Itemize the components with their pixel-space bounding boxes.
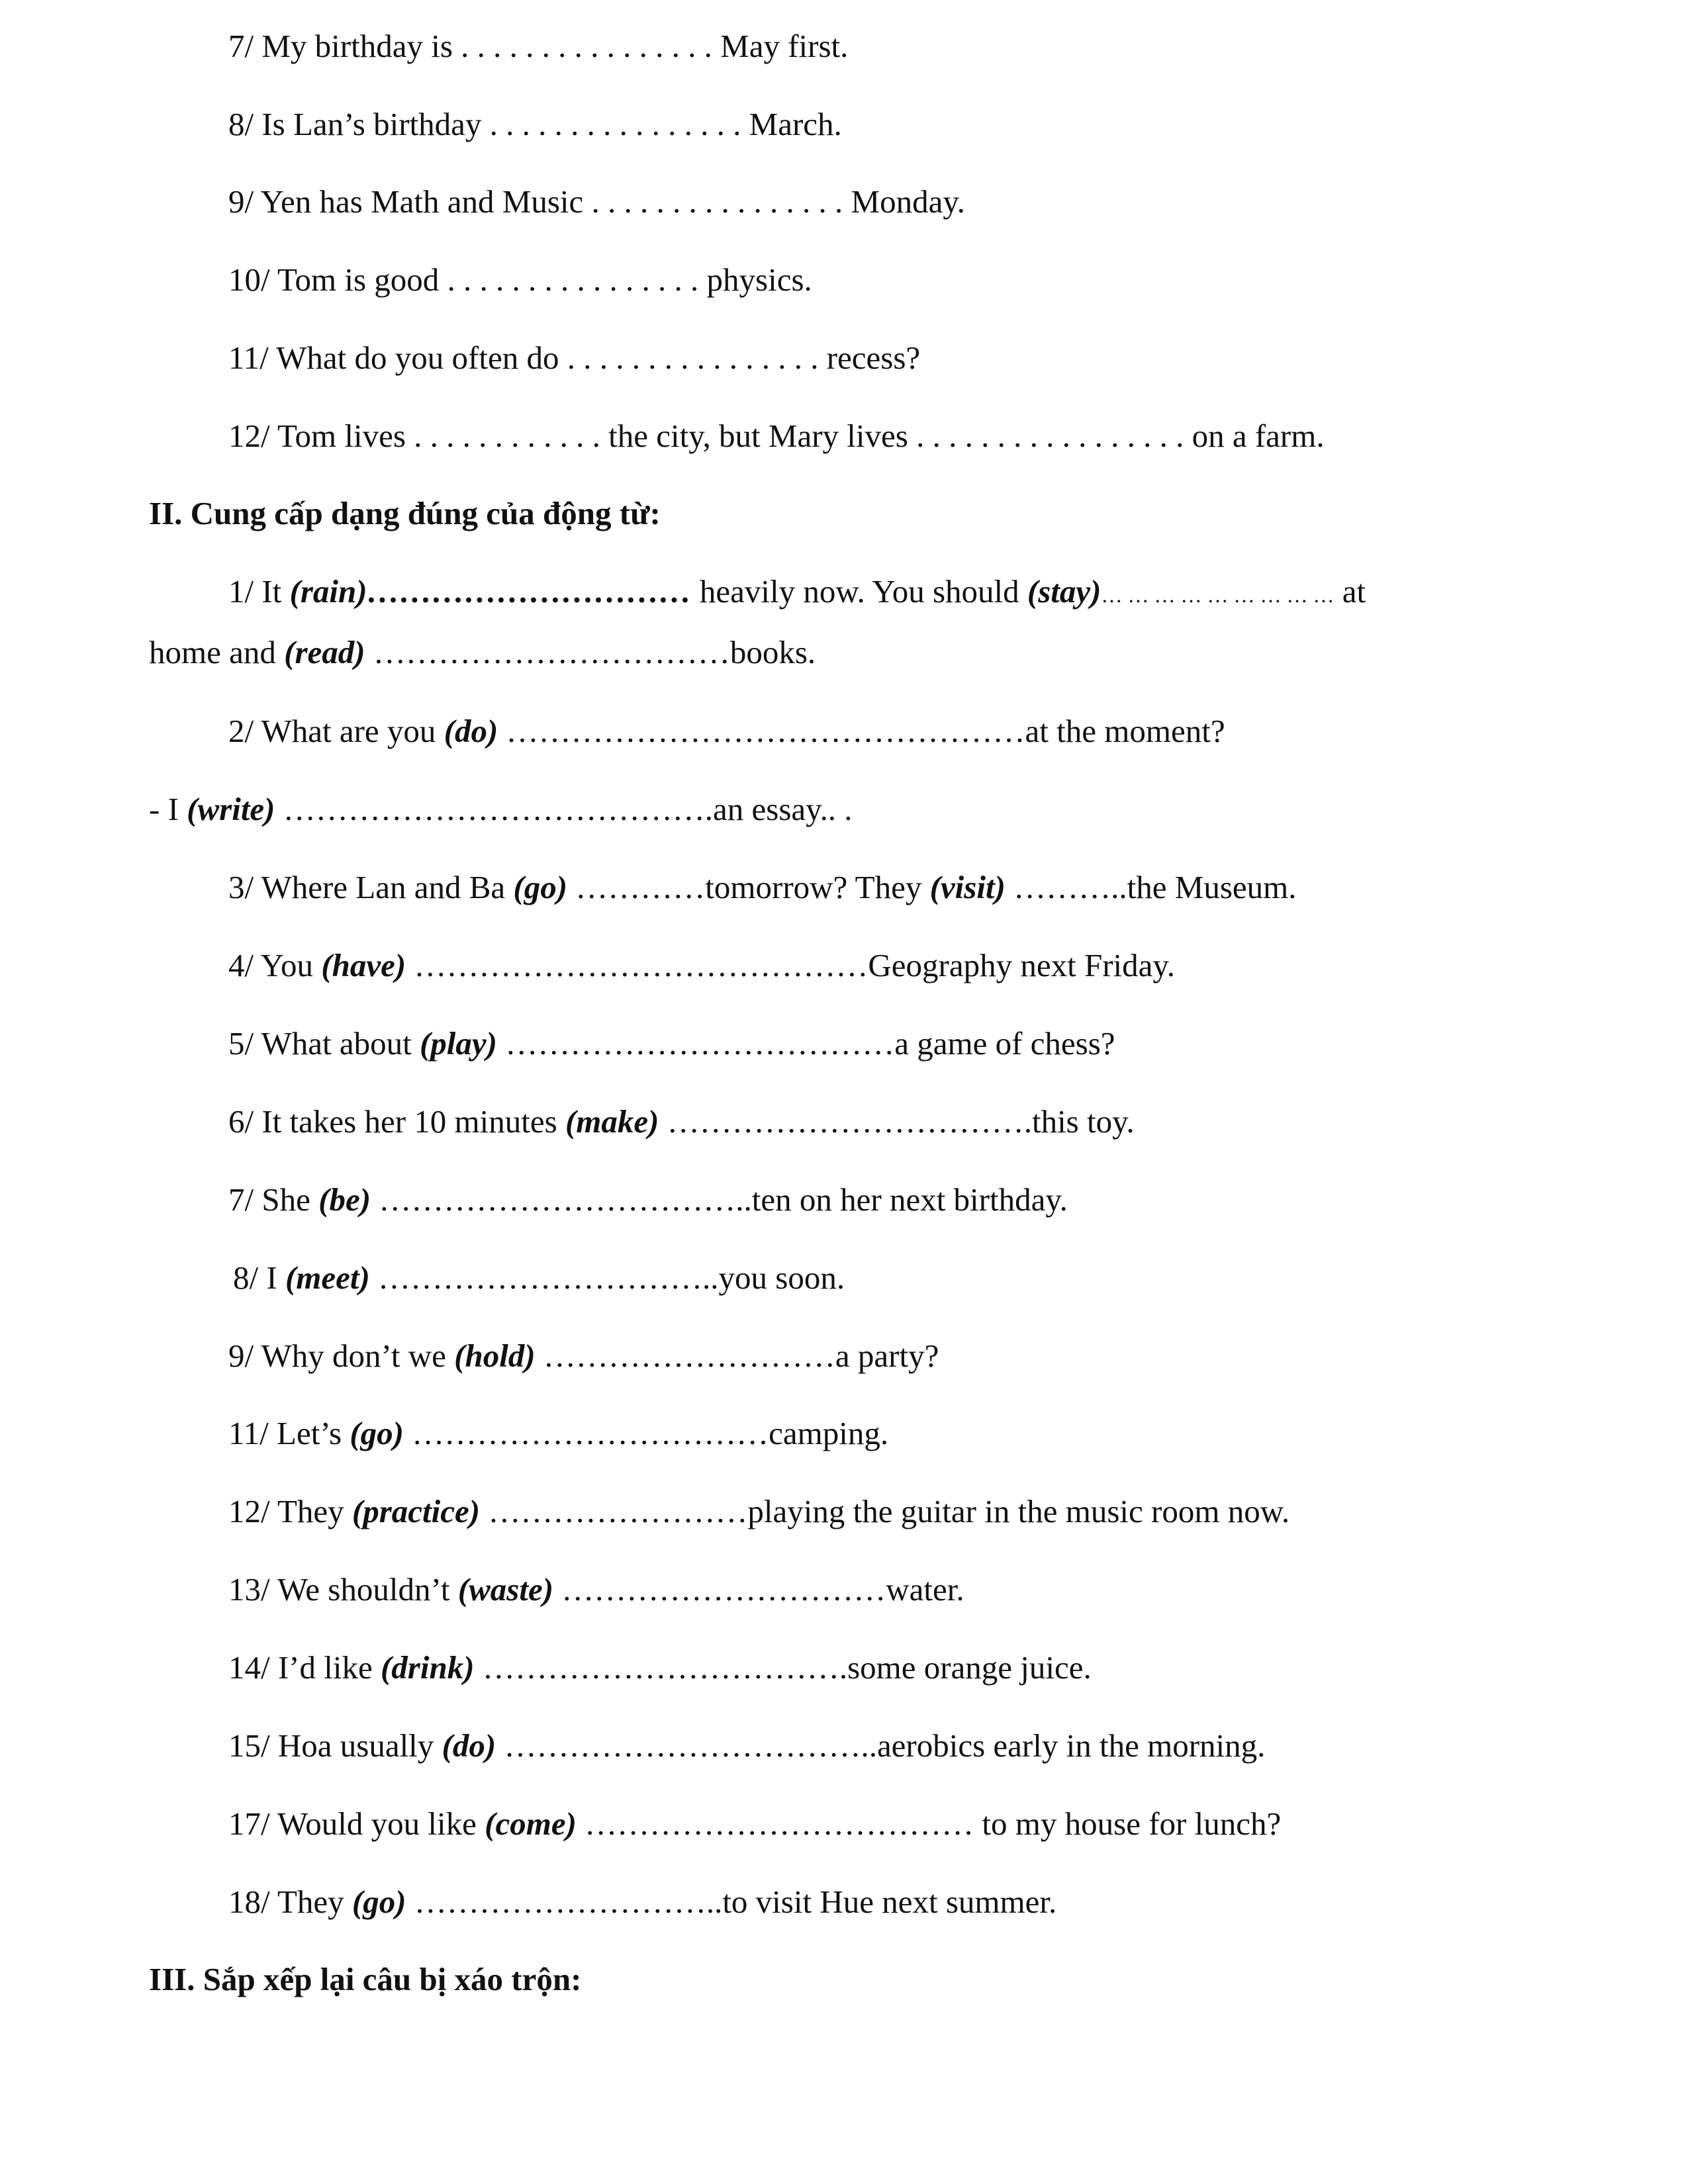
item-text: 5/ What about xyxy=(228,1025,420,1062)
item-text: …………tomorrow? They xyxy=(567,869,930,905)
verb-item-9 xyxy=(228,1336,939,1376)
item-text: home and xyxy=(149,634,285,670)
verb-cue: (make) xyxy=(565,1103,659,1140)
item-text: 14/ I’d like xyxy=(228,1649,381,1686)
item-text: ………………………a party? xyxy=(535,1338,939,1374)
preposition-item-8: 8/ Is Lan’s birthday . . . . . . . . . . . . . . . . March. xyxy=(228,106,842,142)
verb-cue: (go) xyxy=(350,1415,404,1451)
item-text: 8/ I xyxy=(233,1259,285,1296)
item-text: ……………………playing the guitar in the music room now. xyxy=(480,1493,1290,1529)
item-text: 18/ They xyxy=(228,1884,352,1920)
item-text: ……………………………… to my house for lunch? xyxy=(576,1805,1282,1842)
verb-cue: (stay) xyxy=(1027,573,1102,610)
verb-cue: (go) xyxy=(352,1884,406,1920)
verb-item-6 xyxy=(228,1102,1135,1142)
section-2-heading: II. Cung cấp dạng đúng của động từ: xyxy=(149,495,661,531)
verb-item-17 xyxy=(228,1804,1281,1844)
verb-item-8 xyxy=(233,1258,845,1298)
verb-item-2-answer xyxy=(149,790,852,829)
item-text: ……………………………..ten on her next birthday. xyxy=(371,1181,1068,1218)
item-text: ………………………………….an essay.. . xyxy=(275,791,853,827)
verb-item-18 xyxy=(228,1882,1056,1922)
verb-item-7 xyxy=(228,1180,1068,1220)
item-text: 2/ What are you xyxy=(228,713,444,749)
item-text: ………………………………a game of chess? xyxy=(496,1025,1115,1062)
preposition-item-9: 9/ Yen has Math and Music . . . . . . . . . . . . . . . . Monday. xyxy=(228,183,965,220)
blank-dots: ………………………… xyxy=(367,573,692,610)
item-text: ……………………………books. xyxy=(365,634,816,670)
item-text: …………………………..you soon. xyxy=(369,1259,845,1296)
item-text: 17/ Would you like xyxy=(228,1805,485,1842)
verb-cue: (be) xyxy=(318,1181,371,1218)
item-text: ……………………………..aerobics early in the morning. xyxy=(496,1727,1266,1764)
item-text: 7/ She xyxy=(228,1181,319,1218)
item-text: 9/ Why don’t we xyxy=(228,1338,455,1374)
item-text: 11/ Let’s xyxy=(228,1415,350,1451)
verb-item-15 xyxy=(228,1726,1265,1766)
item-text: 4/ You xyxy=(228,947,322,983)
verb-item-13 xyxy=(228,1570,964,1610)
verb-cue: (meet) xyxy=(285,1259,370,1296)
item-text: …………………………………………at the moment? xyxy=(498,713,1225,749)
item-text: 13/ We shouldn’t xyxy=(228,1571,458,1608)
verb-cue: (do) xyxy=(444,713,498,749)
item-text: ………………………..to visit Hue next summer. xyxy=(406,1884,1057,1920)
verb-cue: (drink) xyxy=(380,1649,475,1686)
verb-cue: (have) xyxy=(321,947,406,983)
verb-item-3 xyxy=(228,868,1297,907)
item-text: at xyxy=(1334,573,1366,610)
item-text: ……………………………camping. xyxy=(403,1415,889,1451)
preposition-item-11: 11/ What do you often do . . . . . . . . . . . . . . . . recess? xyxy=(228,340,921,376)
verb-item-2 xyxy=(228,711,1225,751)
verb-item-1-line-2 xyxy=(149,633,816,672)
verb-cue: (visit) xyxy=(929,869,1006,905)
preposition-item-7: 7/ My birthday is . . . . . . . . . . . . . . . . May first. xyxy=(228,28,849,64)
verb-cue: (write) xyxy=(187,791,275,827)
item-text: 15/ Hoa usually xyxy=(228,1727,442,1764)
blank-dots: … … … … … … … … … xyxy=(1101,583,1335,607)
verb-cue: (waste) xyxy=(457,1571,554,1608)
item-text: ……………………………………Geography next Friday. xyxy=(406,947,1175,983)
verb-cue: (come) xyxy=(485,1805,577,1842)
item-text: ………..the Museum. xyxy=(1005,869,1297,905)
verb-item-14 xyxy=(228,1648,1092,1688)
item-text: 12/ They xyxy=(228,1493,352,1529)
item-text: - I xyxy=(149,791,187,827)
verb-cue: (go) xyxy=(513,869,568,905)
item-text: …………………………….some orange juice. xyxy=(474,1649,1092,1686)
verb-item-12 xyxy=(228,1492,1289,1531)
verb-cue: (practice) xyxy=(352,1493,481,1529)
verb-cue: (read) xyxy=(284,634,365,670)
verb-item-1-line-1 xyxy=(228,572,1526,615)
verb-cue: (do) xyxy=(442,1727,496,1764)
item-text: 6/ It takes her 10 minutes xyxy=(228,1103,565,1140)
verb-cue: (rain) xyxy=(289,573,367,610)
item-text: heavily now. You should xyxy=(691,573,1027,610)
preposition-item-12: 12/ Tom lives . . . . . . . . . . . . the city, but Mary lives . . . . . . . . . . . . . . . . . on a farm. xyxy=(228,418,1325,454)
verb-item-4 xyxy=(228,946,1175,985)
verb-item-11 xyxy=(228,1414,888,1453)
item-text: 1/ It xyxy=(228,573,290,610)
item-text: …………………………water. xyxy=(553,1571,964,1608)
preposition-item-10: 10/ Tom is good . . . . . . . . . . . . . . . . physics. xyxy=(228,261,812,298)
verb-cue: (play) xyxy=(419,1025,497,1062)
item-text: …………………………….this toy. xyxy=(659,1103,1135,1140)
verb-item-5 xyxy=(228,1024,1115,1064)
item-text: 3/ Where Lan and Ba xyxy=(228,869,514,905)
section-3-heading: III. Sắp xếp lại câu bị xáo trộn: xyxy=(149,1961,582,1997)
verb-cue: (hold) xyxy=(454,1338,536,1374)
